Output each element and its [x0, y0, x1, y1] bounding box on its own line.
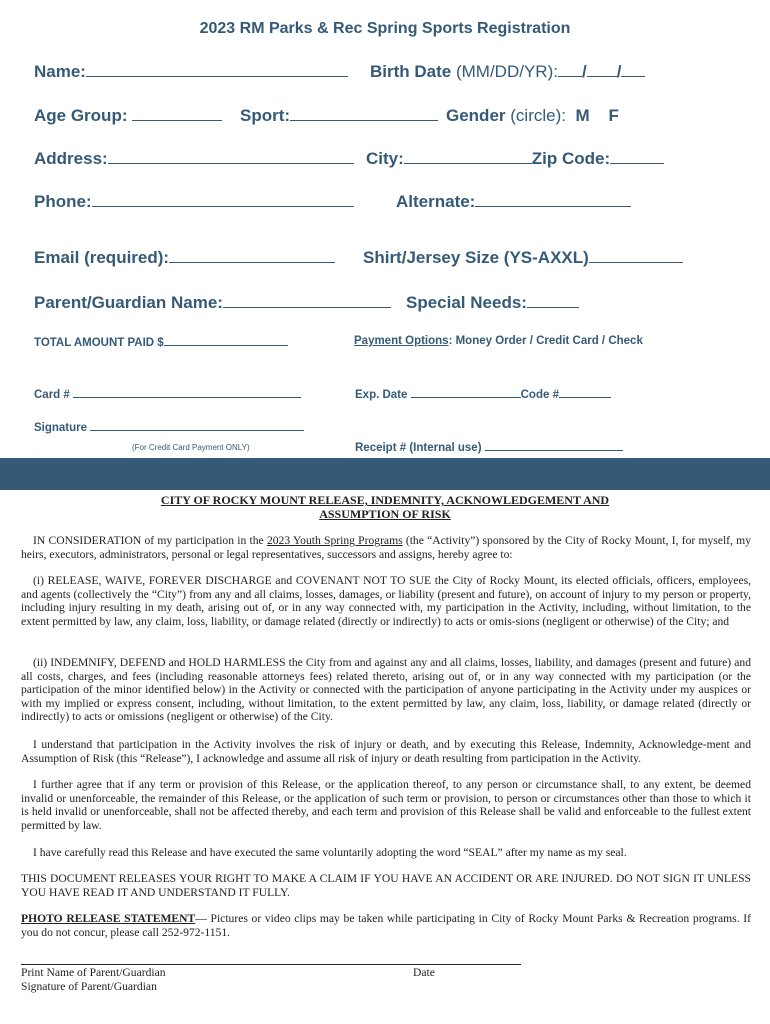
release-para-risk: I understand that participation in the Activity involves the risk of injury or death, and by executing this Release, Indemnity, Acknowledge-ment and Assumption of Risk (this “Release”), I acknowledge and assume all risk of injury or death resulting from participation in the Activity. — [21, 738, 751, 765]
exp-date-field[interactable] — [411, 387, 521, 398]
special-needs-field[interactable] — [527, 293, 579, 308]
release-warning: THIS DOCUMENT RELEASES YOUR RIGHT TO MAKE A CLAIM IF YOU HAVE AN ACCIDENT OR ARE INJURED. DO NOT SIGN IT UNLESS YOU HAVE READ IT AND UNDERSTAND IT FULLY. — [21, 872, 751, 899]
release-heading: CITY OF ROCKY MOUNT RELEASE, INDEMNITY, ACKNOWLEDGEMENT AND ASSUMPTION OF RISK — [160, 493, 610, 521]
name-field[interactable] — [86, 62, 348, 77]
parent-name-field[interactable] — [223, 293, 391, 308]
sport-label: Sport: — [240, 106, 291, 125]
total-amount-label: TOTAL AMOUNT PAID $ — [34, 337, 164, 349]
address-label: Address: — [34, 149, 108, 168]
gender-label: Gender — [446, 106, 506, 125]
phone-field[interactable] — [92, 192, 354, 207]
age-group-label: Age Group: — [34, 106, 128, 125]
release-para-seal: I have carefully read this Release and have executed the same voluntarily adopting the word “SEAL” after my name as my seal. — [33, 846, 627, 859]
card-number-label: Card # — [34, 389, 70, 401]
gender-f-option[interactable]: F — [608, 106, 619, 125]
signature-field[interactable] — [90, 420, 304, 431]
code-label: Code # — [520, 389, 559, 401]
age-group-field[interactable] — [132, 106, 222, 121]
receipt-field[interactable] — [485, 440, 623, 451]
sport-field[interactable] — [290, 106, 438, 121]
birth-year-field[interactable] — [621, 62, 645, 77]
alternate-label: Alternate: — [396, 192, 476, 211]
release-para-consideration: IN CONSIDERATION of my participation in the 2023 Youth Spring Programs (the “Activity”) sponsored by the City of Rocky Mount, I, for myself, my heirs, executors, administrators, personal or legal representatives, successors and assigns, hereby agree to: — [21, 534, 751, 561]
parent-name-label: Parent/Guardian Name: — [34, 293, 223, 312]
signature-label: Signature — [34, 422, 88, 434]
print-name-label: Print Name of Parent/Guardian — [21, 966, 166, 979]
special-needs-label: Special Needs: — [406, 293, 527, 312]
receipt-label: Receipt # (Internal use) — [355, 442, 482, 454]
email-label: Email (required): — [34, 248, 170, 267]
city-field[interactable] — [404, 149, 532, 164]
birth-month-field[interactable] — [558, 62, 582, 77]
program-name: 2023 Youth Spring Programs — [266, 534, 403, 547]
city-label: City: — [366, 149, 404, 168]
exp-date-label: Exp. Date — [355, 389, 408, 401]
payment-options-value: : Money Order / Credit Card / Check — [448, 335, 643, 347]
address-field[interactable] — [108, 149, 354, 164]
gender-m-option[interactable]: M — [575, 106, 590, 125]
zip-field[interactable] — [610, 149, 664, 164]
release-para-indemnify: (ii) INDEMNIFY, DEFEND and HOLD HARMLESS the City from and against any and all claims, losses, liability, and damages (present and future) and all costs, charges, and fees (including reasonable attorneys fees) related thereto, arising out of, or in any way connected with my participation (or the participation of the minor identified below) in the Activity or connected with the participation of anyone participating in the Activity under my auspices or with my implied or express consent, including, without limitation, to the extent permitted by law, any claim, loss, liability, or damage related (directly or indirectly) to acts or omissions (negligent or otherwise) of the City. — [21, 656, 751, 724]
alternate-field[interactable] — [475, 192, 631, 207]
gender-hint: (circle): — [510, 106, 566, 125]
birth-date-label: Birth Date — [370, 62, 452, 81]
zip-label: Zip Code: — [531, 149, 611, 168]
birth-date-format: (MM/DD/YR): — [455, 62, 558, 81]
form-title: 2023 RM Parks & Rec Spring Sports Registration — [199, 20, 571, 37]
section-divider-band — [0, 458, 770, 490]
payment-options-label: Payment Options — [354, 335, 449, 347]
shirt-size-field[interactable] — [589, 248, 683, 263]
card-number-field[interactable] — [73, 387, 301, 398]
shirt-size-label: Shirt/Jersey Size (YS-AXXL) — [363, 248, 589, 267]
signature-line-label: Signature of Parent/Guardian — [21, 980, 157, 993]
email-field[interactable] — [169, 248, 335, 263]
release-para-severability: I further agree that if any term or provision of this Release, or the application thereof, to any person or circumstance shall, to any extent, be deemed invalid or unenforceable, the remainder of this Release, or the application of such term or provision, to person or circumstances other than those to which it is held invalid or unenforceable, shall not be affected thereby, and each term and provision of this Release shall be valid and enforceable to the fullest extent permitted by law. — [21, 778, 751, 832]
code-field[interactable] — [559, 387, 611, 398]
photo-release-label: PHOTO RELEASE STATEMENT — [21, 912, 196, 925]
total-amount-field[interactable] — [164, 335, 288, 346]
photo-release: PHOTO RELEASE STATEMENT— Pictures or video clips may be taken while participating in City of Rocky Mount Parks & Recreation programs. If you do not concur, please call 252-972-1151. — [21, 912, 751, 939]
parent-signature-line[interactable] — [21, 964, 521, 965]
phone-label: Phone: — [34, 192, 92, 211]
birth-day-field[interactable] — [587, 62, 617, 77]
cc-note: (For Credit Card Payment ONLY) — [132, 443, 250, 452]
name-label: Name: — [34, 62, 86, 81]
date-label: Date — [413, 966, 435, 979]
release-para-waive: (i) RELEASE, WAIVE, FOREVER DISCHARGE and COVENANT NOT TO SUE the City of Rocky Mount, its elected officials, officers, employees, and agents (collectively the “City”) from any and all claims, losses, damages, or liability (present and future), on account of injury to my person or property, including injury resulting in my death, arising out of, or in any way connected with, my participation in the Activity, including, without limitation, to the extent permitted by law, any claim, loss, liability, or damage related (directly or indirectly) to acts or omis-sions (negligent or otherwise) of the City; and — [21, 574, 751, 628]
